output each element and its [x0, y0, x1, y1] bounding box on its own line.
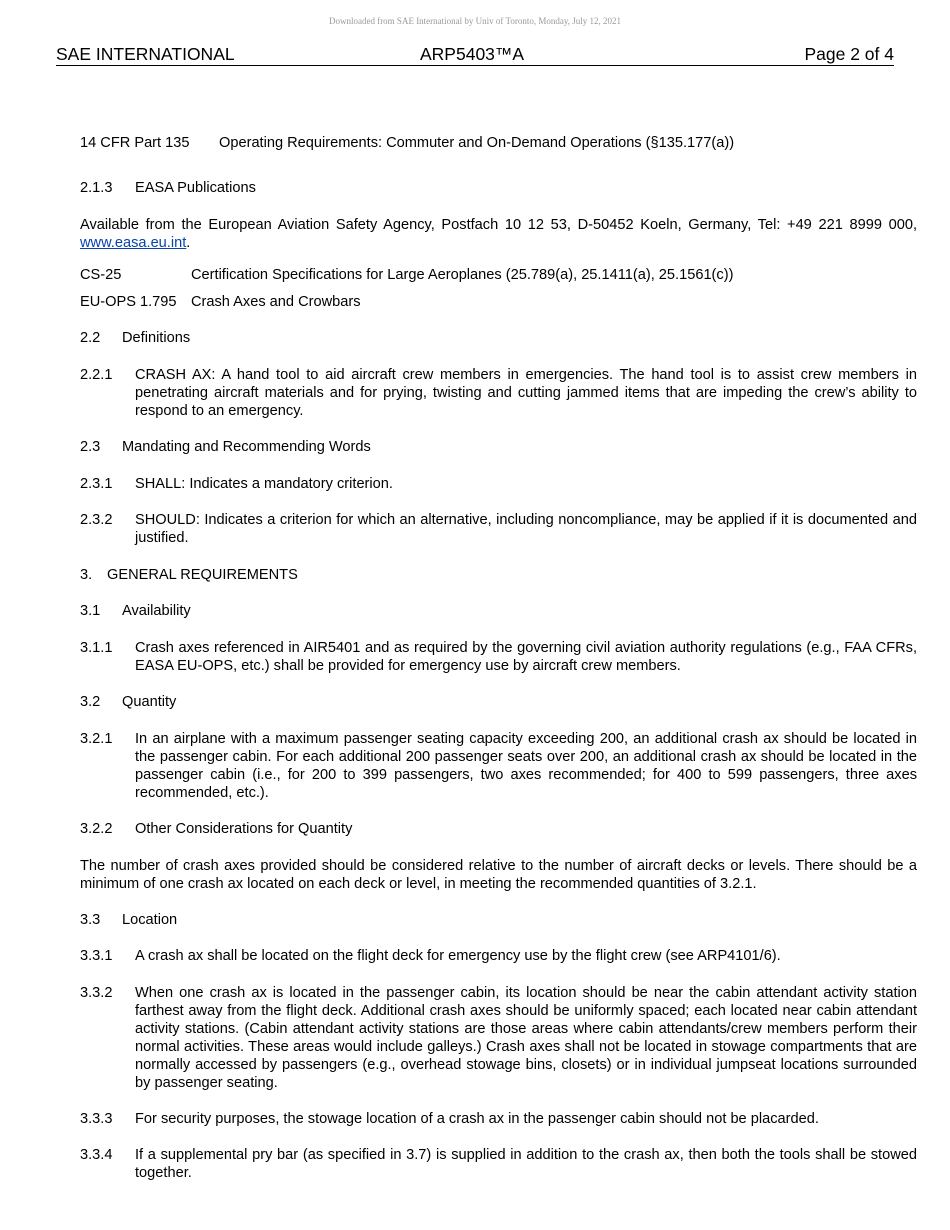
quantity-considerations-paragraph: The number of crash axes provided should be considered relative to the number of aircraft decks or levels. There should be a minimum of one crash ax located on each deck or level, in meeting the recommended quantities of 3.2.1. — [80, 858, 917, 892]
header-organization: SAE INTERNATIONAL — [56, 44, 235, 64]
section-text: When one crash ax is located in the passenger cabin, its location should be near the cabin attendant activity station farthest away from the flight deck. Additional crash axes should be uniformly spaced; each located near cabin attendant activity stations. (Cabin attendant activity stations are those areas where cabin attendants/crew members perform their normal activities. These areas would include galleys.) Crash axes shall not be located in stowage compartments that are normally accessed by passengers (e.g., overhead stowage bins, closets) or in individual jumpseat locations surrounded by passenger seating. — [135, 985, 917, 1091]
section-number: 3.3.1 — [80, 948, 113, 964]
section-number: 3.3.2 — [80, 985, 113, 1001]
section-title: Location — [122, 912, 178, 928]
section-title: Mandating and Recommending Words — [122, 439, 371, 455]
section-number: 2.2.1 — [80, 367, 113, 383]
section-3-heading — [80, 566, 917, 584]
reference-title: Crash Axes and Crowbars — [191, 294, 361, 310]
section-2-2-1 — [80, 366, 917, 420]
section-3-2-2-heading — [80, 820, 917, 838]
section-number: 2.3.2 — [80, 512, 113, 528]
section-number: 2.3 — [80, 439, 101, 455]
section-text: SHALL: Indicates a mandatory criterion. — [135, 476, 393, 492]
easa-end: . — [186, 235, 191, 251]
section-3-3-1 — [80, 947, 917, 965]
section-2-2-heading — [80, 329, 917, 347]
section-number: 3.2.2 — [80, 821, 113, 837]
section-3-2-1 — [80, 730, 917, 802]
section-number: 3.3.3 — [80, 1111, 113, 1127]
page-header — [56, 43, 894, 66]
section-title: Definitions — [122, 330, 191, 346]
section-title: GENERAL REQUIREMENTS — [107, 567, 298, 583]
easa-website-link[interactable]: www.easa.eu.int — [80, 235, 187, 251]
section-number: 3.2.1 — [80, 731, 113, 747]
reference-id: CS-25 — [80, 267, 122, 283]
section-number: 2.2 — [80, 330, 101, 346]
section-3-3-2 — [80, 984, 917, 1092]
section-number: 3.3.4 — [80, 1147, 113, 1163]
section-text: Crash axes referenced in AIR5401 and as required by the governing civil aviation authority regulations (e.g., FAA CFRs, EASA EU-OPS, etc.) shall be provided for emergency use by aircraft crew members. — [135, 640, 917, 674]
section-2-3-1 — [80, 475, 917, 493]
section-text: In an airplane with a maximum passenger seating capacity exceeding 200, an additional crash ax should be located in the passenger cabin. For each additional 200 passenger seats over 200, an additional crash ax should be located in the passenger cabin (i.e., for 200 to 399 passengers, two axes recommended; for 400 to 599 passengers, three axes recommended, etc.). — [135, 731, 917, 801]
section-number: 3.1.1 — [80, 640, 113, 656]
section-text: SHOULD: Indicates a criterion for which an alternative, including noncompliance, may be applied if it is documented and justified. — [135, 512, 917, 546]
section-title: Availability — [122, 603, 191, 619]
section-number: 3.3 — [80, 912, 101, 928]
reference-id: 14 CFR Part 135 — [80, 135, 190, 151]
reference-cs-25 — [80, 266, 917, 284]
header-document-id: ARP5403™A — [420, 44, 525, 64]
section-3-3-3 — [80, 1110, 917, 1128]
easa-availability-paragraph — [80, 216, 917, 252]
download-watermark: Downloaded from SAE International by Univ of Toronto, Monday, July 12, 2021 — [328, 16, 622, 26]
section-number: 2.1.3 — [80, 180, 113, 196]
section-3-2-heading — [80, 693, 917, 711]
reference-title: Certification Specifications for Large Aeroplanes (25.789(a), 25.1411(a), 25.1561(c)) — [191, 267, 734, 283]
reference-title: Operating Requirements: Commuter and On-Demand Operations (§135.177(a)) — [219, 135, 735, 151]
section-3-3-4 — [80, 1146, 917, 1182]
section-title: EASA Publications — [135, 180, 256, 196]
section-text: If a supplemental pry bar (as specified in 3.7) is supplied in addition to the crash ax, then both the tools shall be stowed together. — [135, 1147, 917, 1181]
section-text: For security purposes, the stowage location of a crash ax in the passenger cabin should not be placarded. — [135, 1111, 819, 1127]
section-number: 3. — [80, 567, 93, 583]
section-3-3-heading — [80, 911, 917, 929]
section-2-1-3-heading — [80, 179, 917, 197]
section-title: Quantity — [122, 694, 177, 710]
section-number: 3.2 — [80, 694, 101, 710]
section-3-1-1 — [80, 639, 917, 675]
section-title: Other Considerations for Quantity — [135, 821, 353, 837]
section-2-3-heading — [80, 438, 917, 456]
reference-14-cfr-135 — [80, 134, 917, 152]
section-text: A crash ax shall be located on the flight deck for emergency use by the flight crew (see ARP4101/6). — [135, 948, 781, 964]
section-number: 3.1 — [80, 603, 101, 619]
reference-eu-ops-1-795 — [80, 293, 917, 311]
section-text: CRASH AX: A hand tool to aid aircraft crew members in emergencies. The hand tool is to assist crew members in penetrating aircraft materials and for prying, twisting and cutting jammed items that are impeding the crew’s ability to respond to an emergency. — [135, 367, 917, 419]
section-2-3-2 — [80, 511, 917, 547]
section-3-1-heading — [80, 602, 917, 620]
reference-id: EU-OPS 1.795 — [80, 294, 177, 310]
header-page-number: Page 2 of 4 — [804, 44, 894, 64]
section-number: 2.3.1 — [80, 476, 113, 492]
easa-address-text: Available from the European Aviation Safety Agency, Postfach 10 12 53, D-50452 Koeln, Germany, Tel: +49 221 8999 000, — [80, 217, 917, 233]
